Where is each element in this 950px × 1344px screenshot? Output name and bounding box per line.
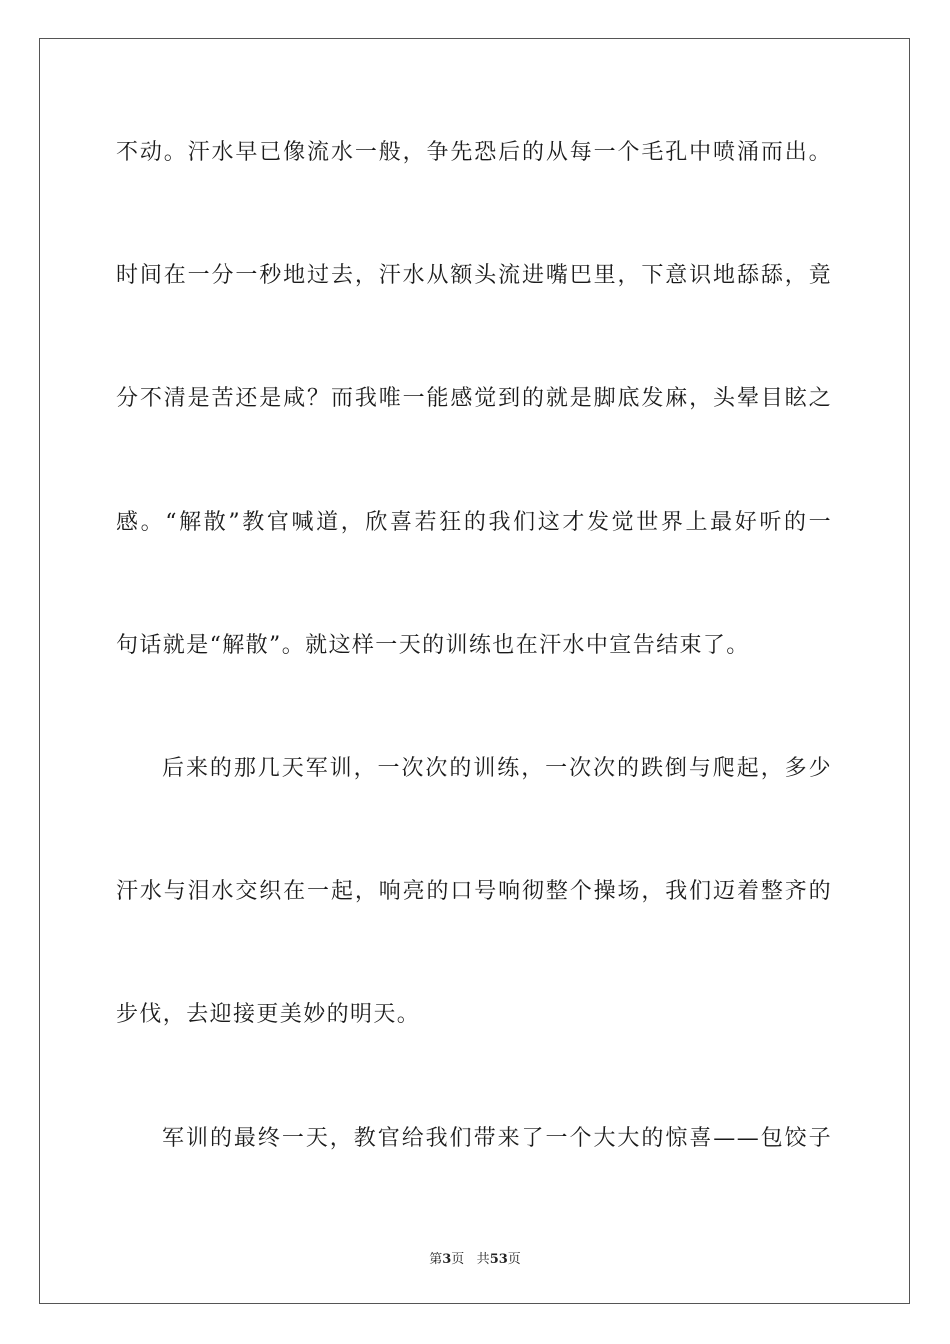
total-prefix: 共 bbox=[476, 1252, 490, 1267]
text-line: 步伐，去迎接更美妙的明天。 bbox=[116, 1002, 421, 1027]
text-line: 分不清是苦还是咸？而我唯一能感觉到的就是脚底发麻，头晕目眩之 bbox=[116, 386, 832, 411]
text-line: 汗水与泪水交织在一起，响亮的口号响彻整个操场，我们迈着整齐的 bbox=[116, 879, 832, 904]
total-suffix: 页 bbox=[507, 1252, 521, 1267]
page-border bbox=[39, 38, 910, 1304]
paragraph-start-line: 后来的那几天军训，一次次的训练，一次次的跌倒与爬起，多少 bbox=[162, 756, 832, 781]
paragraph-start-line: 军训的最终一天，教官给我们带来了一个大大的惊喜——包饺子 bbox=[162, 1126, 832, 1151]
text-line: 感。“解散”教官喊道，欣喜若狂的我们这才发觉世界上最好听的一 bbox=[116, 510, 832, 535]
total-pages: 53 bbox=[489, 1252, 508, 1267]
page-prefix: 第 bbox=[429, 1252, 443, 1267]
page-footer bbox=[0, 1248, 950, 1267]
text-line: 句话就是“解散”。就这样一天的训练也在汗水中宣告结束了。 bbox=[116, 633, 750, 658]
page-suffix: 页 bbox=[451, 1252, 465, 1267]
text-line: 不动。汗水早已像流水一般，争先恐后的从每一个毛孔中喷涌而出。 bbox=[116, 140, 832, 165]
text-line: 时间在一分一秒地过去，汗水从额头流进嘴巴里，下意识地舔舔，竟 bbox=[116, 263, 832, 288]
page-number: 3 bbox=[442, 1252, 452, 1267]
